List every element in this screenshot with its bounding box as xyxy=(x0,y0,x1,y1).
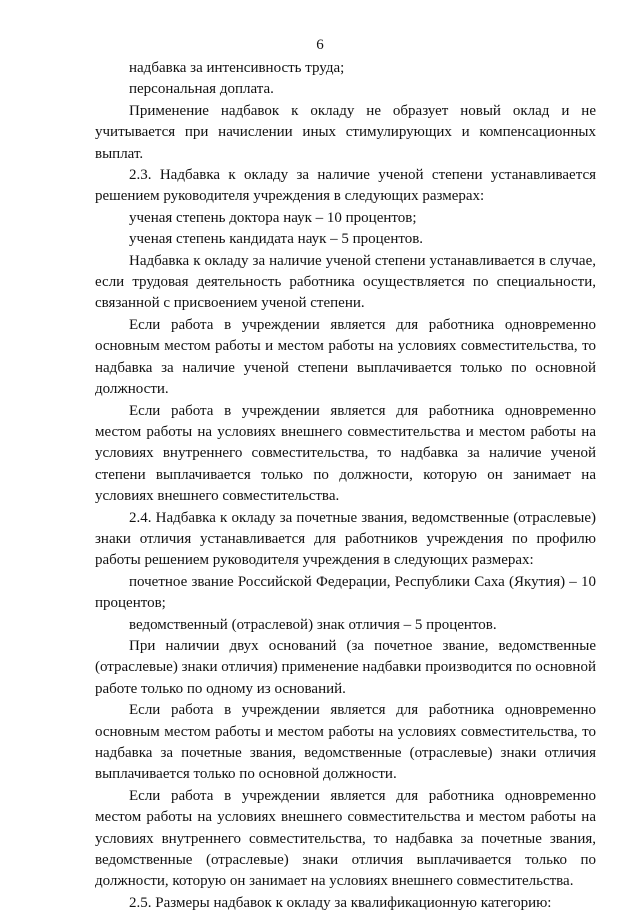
paragraph-section-2-4: 2.4. Надбавка к окладу за почетные звания, ведомственные (отраслевые) знаки отличия устанавливается для работников учреждения по профилю работы решением руководителя учреждения в следующих размерах: xyxy=(95,509,596,569)
paragraph-section-2-5: 2.5. Размеры надбавок к окладу за квалификационную категорию: xyxy=(129,894,552,911)
paragraph: почетное звание Российской Федерации, Республики Саха (Якутия) – 10 процентов; xyxy=(95,573,596,612)
paragraph: Применение надбавок к окладу не образует новый оклад и не учитывается при начислении иных стимулирующих и компенсационных выплат. xyxy=(95,102,596,162)
paragraph: При наличии двух оснований (за почетное звание, ведомственные (отраслевые) знаки отличия) применение надбавки производится по основной работе только по одному из оснований. xyxy=(95,637,596,697)
paragraph: Если работа в учреждении является для работника одновременно основным местом работы и местом работы на условиях совместительства, то надбавка за наличие ученой степени выплачивается только по основной должности. xyxy=(95,316,596,398)
page-number: 6 xyxy=(316,37,324,53)
paragraph: Если работа в учреждении является для работника одновременно основным местом работы и местом работы на условиях совместительства, то надбавка за почетные звания, ведомственные (отраслевые) знаки отличия выплачивается только по основной должности. xyxy=(95,702,596,783)
paragraph: ученая степень доктора наук – 10 процентов; xyxy=(129,209,417,226)
paragraph: Если работа в учреждении является для работника одновременно местом работы на условиях внешнего совместительства и местом работы на условиях внутреннего совместительства, то надбавка за почетные звания, ведомственные (отраслевые) знаки отличия выплачивается только по должности, которую он занимает на условиях внешнего совместительства. xyxy=(95,787,596,890)
paragraph: Надбавка к окладу за наличие ученой степени устанавливается в случае, если трудовая деятельность работника осуществляется по специальности, связанной с присвоением ученой степени. xyxy=(95,252,596,312)
paragraph: Если работа в учреждении является для работника одновременно местом работы на условиях внешнего совместительства и местом работы на условиях внутреннего совместительства, то надбавка за наличие ученой степени выплачивается только по должности, которую он занимает на условиях внешнего совместительства. xyxy=(95,402,596,505)
document-body xyxy=(95,58,596,914)
paragraph: ведомственный (отраслевой) знак отличия – 5 процентов. xyxy=(129,616,497,633)
paragraph: персональная доплата. xyxy=(129,81,274,98)
paragraph: надбавка за интенсивность труда; xyxy=(129,60,345,76)
paragraph-section-2-3: 2.3. Надбавка к окладу за наличие ученой степени устанавливается решением руководителя учреждения в следующих размерах: xyxy=(95,167,596,205)
paragraph: ученая степень кандидата наук – 5 процентов. xyxy=(129,231,424,248)
